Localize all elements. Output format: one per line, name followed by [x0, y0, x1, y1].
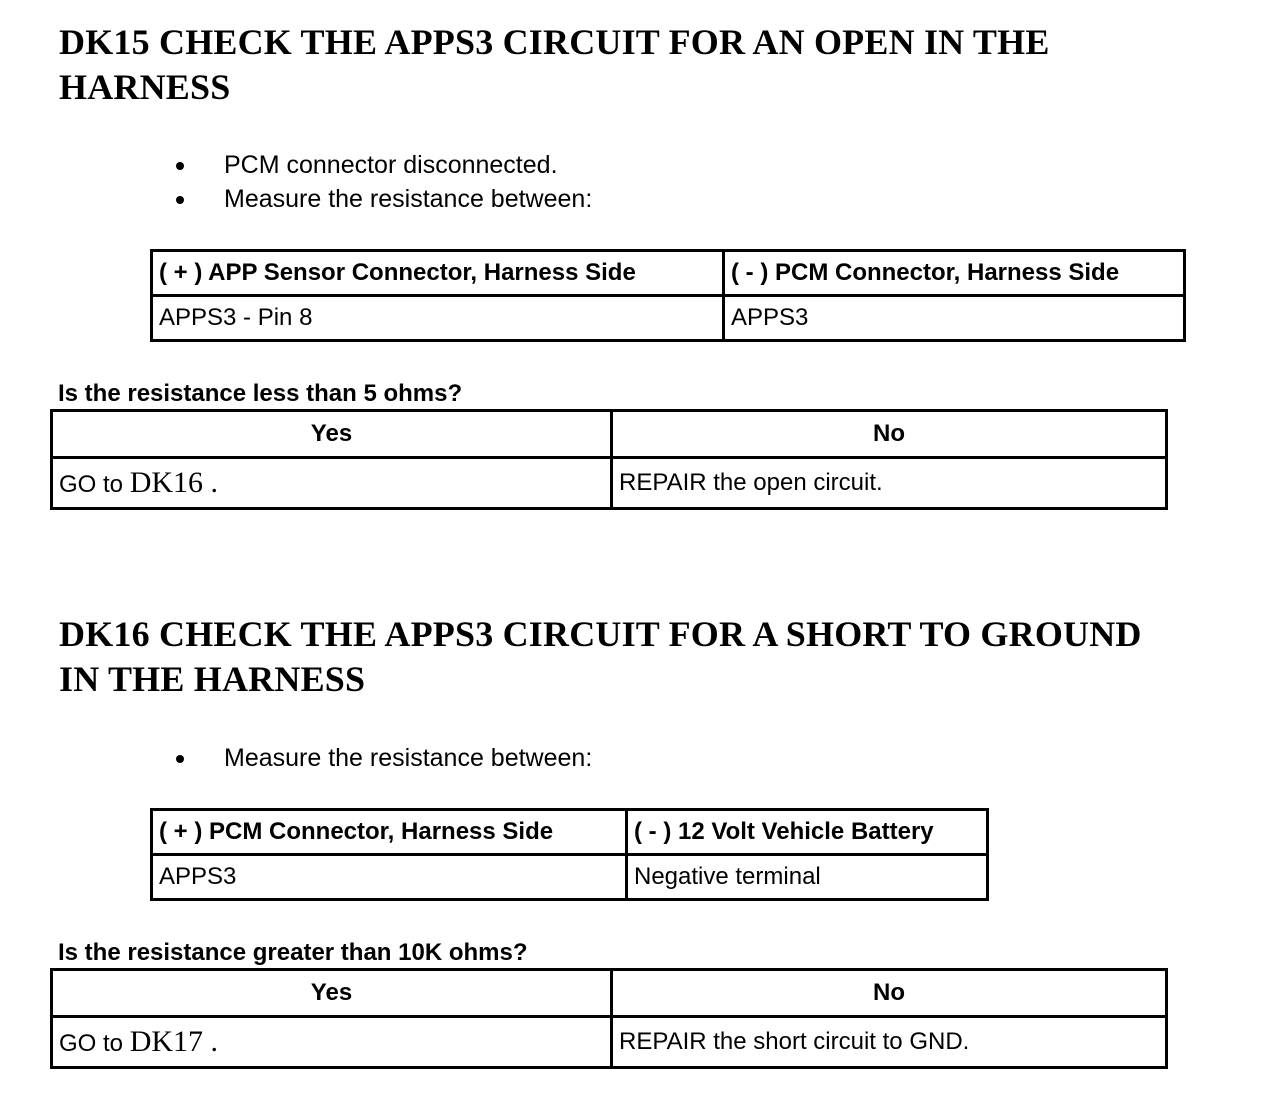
- table-header-cell: ( + ) PCM Connector, Harness Side: [152, 810, 627, 855]
- yes-prefix: GO to: [59, 1030, 130, 1057]
- dk15-heading-line1: DK15 CHECK THE APPS3 CIRCUIT FOR AN OPEN IN THE: [59, 22, 1050, 62]
- table-header-cell: ( + ) APP Sensor Connector, Harness Side: [152, 251, 724, 296]
- yes-cell: [52, 1017, 612, 1068]
- table-row: [52, 458, 1167, 509]
- no-cell: REPAIR the open circuit.: [612, 458, 1167, 509]
- list-item: [173, 182, 592, 216]
- bullet-icon: [176, 196, 184, 204]
- dk16-heading-line2: IN THE HARNESS: [59, 659, 366, 699]
- table-cell: APPS3: [724, 296, 1185, 341]
- bullet-text: Measure the resistance between:: [224, 744, 593, 772]
- no-header: No: [612, 970, 1167, 1017]
- dk15-heading: [59, 20, 1050, 110]
- yes-suffix: .: [203, 1025, 219, 1058]
- yes-header: Yes: [52, 970, 612, 1017]
- table-cell: Negative terminal: [627, 855, 988, 900]
- yes-prefix: GO to: [59, 471, 130, 498]
- bullet-icon: [176, 755, 184, 763]
- list-item: [173, 148, 592, 182]
- dk15-heading-line2: HARNESS: [59, 67, 231, 107]
- bullet-icon: [176, 162, 184, 170]
- table-header-cell: ( - ) PCM Connector, Harness Side: [724, 251, 1185, 296]
- list-item: [173, 741, 592, 775]
- table-header-cell: ( - ) 12 Volt Vehicle Battery: [627, 810, 988, 855]
- dk16-question: Is the resistance greater than 10K ohms?: [58, 939, 528, 966]
- yes-cell: [52, 458, 612, 509]
- table-row: [152, 855, 988, 900]
- dk16-heading-line1: DK16 CHECK THE APPS3 CIRCUIT FOR A SHORT TO GROUND: [59, 614, 1142, 654]
- table-header-row: [152, 251, 1185, 296]
- bullet-text: Measure the resistance between:: [224, 185, 593, 213]
- table-cell: APPS3: [152, 855, 627, 900]
- link-dk17[interactable]: DK17: [129, 1025, 204, 1058]
- dk16-measure-table: [150, 808, 989, 901]
- bullet-text: PCM connector disconnected.: [224, 151, 558, 179]
- yes-suffix: .: [203, 466, 219, 499]
- yes-header: Yes: [52, 411, 612, 458]
- dk15-bullet-list: [173, 148, 592, 216]
- no-header: No: [612, 411, 1167, 458]
- dk15-question: Is the resistance less than 5 ohms?: [58, 380, 463, 407]
- table-row: [52, 1017, 1167, 1068]
- table-row: [152, 296, 1185, 341]
- dk16-answer-table: [50, 968, 1168, 1069]
- table-cell: APPS3 - Pin 8: [152, 296, 724, 341]
- no-cell: REPAIR the short circuit to GND.: [612, 1017, 1167, 1068]
- table-header-row: [152, 810, 988, 855]
- link-dk16[interactable]: DK16: [129, 466, 204, 499]
- table-header-row: [52, 970, 1167, 1017]
- table-header-row: [52, 411, 1167, 458]
- dk15-measure-table: [150, 249, 1186, 342]
- dk16-bullet-list: [173, 741, 592, 775]
- dk15-answer-table: [50, 409, 1168, 510]
- dk16-heading: [59, 612, 1142, 702]
